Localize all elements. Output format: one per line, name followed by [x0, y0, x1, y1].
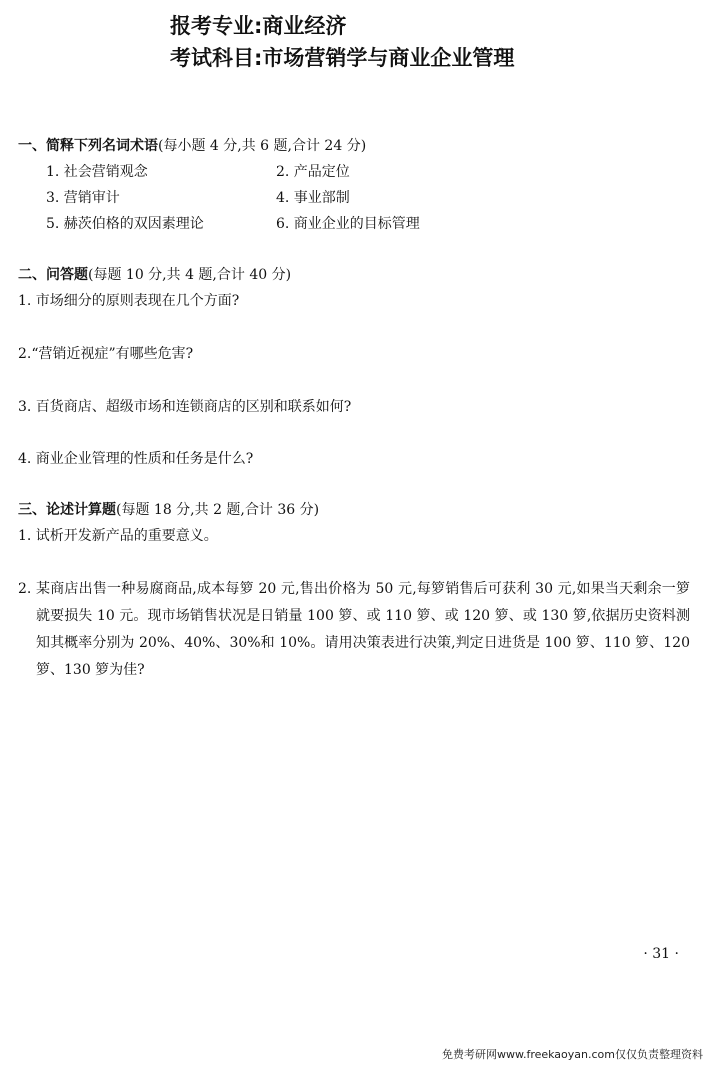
question-3-2-text: 某商店出售一种易腐商品,成本每箩 20 元,售出价格为 50 元,每箩销售后可获利 30 元,如果当天剩余一箩就要损失 10 元。现市场销售状况是日销量 100 箩、或 110 箩、或 120 箩、或 130 箩,依据历史资料测知其概率分别为 20%、40%、30%和 10%。请用决策表进行决策,判定日进货是 100 箩、110 箩、120 箩、130 箩为佳?: [36, 581, 690, 678]
term-4: 4. 事业部制: [276, 190, 350, 206]
section-3-title: [18, 500, 319, 520]
term-2: 2. 产品定位: [276, 164, 350, 180]
term-6: 6. 商业企业的目标管理: [276, 216, 420, 232]
term-5: 5. 赫茨伯格的双因素理论: [46, 216, 204, 232]
question-3-2-number: 2.: [18, 581, 32, 597]
question-3-1: 1. 试析开发新产品的重要意义。: [18, 528, 218, 544]
exam-major: 报考专业:商业经济: [170, 14, 347, 38]
question-2-1: 1. 市场细分的原则表现在几个方面?: [18, 293, 240, 309]
section-1-note: (每小题 4 分,共 6 题,合计 24 分): [158, 138, 367, 154]
watermark: 免费考研网www.freekaoyan.com仅仅负责整理资料: [441, 1048, 703, 1061]
page-number: · 31 ·: [643, 946, 679, 962]
question-2-4: 4. 商业企业管理的性质和任务是什么?: [18, 451, 254, 467]
term-1: 1. 社会营销观念: [46, 164, 148, 180]
section-2-title: [18, 265, 291, 285]
question-2-3: 3. 百货商店、超级市场和连锁商店的区别和联系如何?: [18, 399, 352, 415]
section-3-note: (每题 18 分,共 2 题,合计 36 分): [116, 502, 320, 518]
section-2-heading: 二、问答题: [18, 267, 88, 283]
section-1-heading: 一、简释下列名词术语: [18, 138, 158, 154]
exam-subject: 考试科目:市场营销学与商业企业管理: [170, 46, 515, 70]
question-2-2: 2.“营销近视症”有哪些危害?: [18, 346, 194, 362]
section-1-title: [18, 136, 366, 156]
term-3: 3. 营销审计: [46, 190, 120, 206]
section-2-note: (每题 10 分,共 4 题,合计 40 分): [88, 267, 292, 283]
exam-header: [170, 10, 514, 74]
question-3-2: [18, 576, 690, 684]
section-3-heading: 三、论述计算题: [18, 502, 116, 518]
